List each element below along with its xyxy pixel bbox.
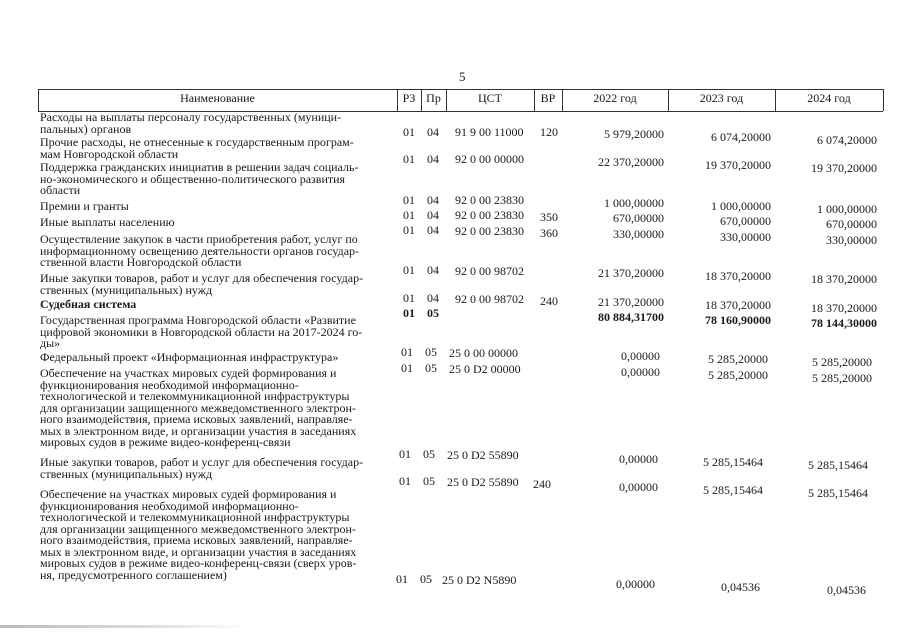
row-2024: 330,00000 <box>826 233 877 247</box>
row-name: Расходы на выплаты персоналу государственных (муници- пальных) органов <box>40 110 342 136</box>
row-vr: 360 <box>540 226 558 240</box>
row-cst: 25 0 00 00000 <box>449 346 518 360</box>
page-number: 5 <box>459 69 466 84</box>
row-cst: 92 0 00 23830 <box>455 224 524 238</box>
row-name: Иные закупки товаров, работ и услуг для обеспечения государ- ственных (муниципальных) нужд <box>40 271 364 297</box>
row-2023: 330,00000 <box>720 230 771 244</box>
row-cst: 92 0 00 23830 <box>455 208 524 222</box>
row-2024: 5 285,20000 <box>812 355 872 369</box>
row-rz: 01 <box>399 474 411 488</box>
row-rz: 01 <box>403 193 415 207</box>
row-2023: 78 160,90000 <box>705 313 771 327</box>
row-2024: 5 285,20000 <box>812 371 872 385</box>
scan-edge <box>0 625 250 628</box>
row-2022: 5 979,20000 <box>604 127 664 141</box>
row-2023: 18 370,20000 <box>705 269 771 283</box>
row-2024: 18 370,20000 <box>811 301 877 315</box>
row-rz: 01 <box>403 291 415 305</box>
row-vr: 240 <box>533 477 551 491</box>
row-2023: 19 370,20000 <box>705 158 771 172</box>
row-name: Иные закупки товаров, работ и услуг для обеспечения государ- ственных (муниципальных) нужд <box>40 455 364 481</box>
row-pr: 04 <box>427 223 439 237</box>
row-name: Поддержка гражданских инициатив в решении задач социаль- но-экономического и общественно-политического развития области <box>40 160 359 197</box>
row-2022: 0,00000 <box>621 349 660 363</box>
row-cst: 25 0 D2 N5890 <box>442 573 517 587</box>
row-name: Федеральный проект «Информационная инфраструктура» <box>40 350 339 364</box>
row-rz: 01 <box>403 208 415 222</box>
row-name: Прочие расходы, не отнесенные к государственным програм- мам Новгородской области <box>40 135 354 161</box>
header-pr: Пр <box>426 91 441 105</box>
row-cst: 25 0 D2 00000 <box>449 362 521 376</box>
row-2023: 670,00000 <box>720 214 771 228</box>
row-pr: 04 <box>427 208 439 222</box>
row-rz: 01 <box>403 263 415 277</box>
row-cst: 25 0 D2 55890 <box>447 475 519 489</box>
row-rz: 01 <box>401 345 413 359</box>
row-2022: 0,00000 <box>619 452 658 466</box>
header-rz: РЗ <box>402 91 416 105</box>
row-2022: 0,00000 <box>616 577 655 591</box>
row-rz: 01 <box>403 223 415 237</box>
header-2024: 2024 год <box>807 91 851 105</box>
row-cst: 92 0 00 98702 <box>455 264 524 278</box>
row-pr: 05 <box>425 345 437 359</box>
header-top-border <box>38 89 883 90</box>
header-2023: 2023 год <box>699 91 744 105</box>
row-pr: 04 <box>427 125 439 139</box>
row-pr: 04 <box>427 263 439 277</box>
row-2024: 6 074,20000 <box>817 133 877 147</box>
row-pr: 05 <box>420 572 432 586</box>
header-vr: ВР <box>540 91 556 105</box>
row-2023: 6 074,20000 <box>711 130 771 144</box>
row-rz: 01 <box>399 447 411 461</box>
row-2023: 5 285,15464 <box>703 483 763 497</box>
header-name: Наименование <box>180 91 255 105</box>
row-2022: 0,00000 <box>621 365 660 379</box>
row-pr: 04 <box>427 193 439 207</box>
row-2023: 5 285,20000 <box>708 368 768 382</box>
row-2023: 5 285,20000 <box>708 352 768 366</box>
row-pr: 05 <box>423 447 435 461</box>
row-name: Премии и гранты <box>40 199 129 213</box>
row-rz: 01 <box>396 572 408 586</box>
row-2023: 0,04536 <box>721 580 760 594</box>
row-name: Обеспечение на участках мировых судей формирования и функционирования необходимой информационно- технологической и телекоммуникационной инфраструктуры для организации защищенного межведомственного электрон- ного взаимодействия, приема исковых заявлений, направляе- мых в электронном виде, и организации участия в заседаниях мировых судов в режиме видео-конференц-связи (сверх уров- ня, предусмотренного соглашением) <box>40 487 357 582</box>
row-2024: 0,04536 <box>827 583 866 597</box>
row-name-section: Судебная система <box>40 297 137 311</box>
row-2024: 5 285,15464 <box>808 486 868 500</box>
row-rz: 01 <box>401 361 413 375</box>
row-rz: 01 <box>403 125 415 139</box>
row-cst: 92 0 00 00000 <box>455 152 524 166</box>
row-pr: 04 <box>427 291 439 305</box>
header-cst: ЦСТ <box>478 91 502 105</box>
row-2022: 80 884,31700 <box>598 310 664 324</box>
header-2022: 2022 год <box>593 91 637 105</box>
row-2022: 21 370,20000 <box>598 266 664 280</box>
row-2024: 670,00000 <box>826 217 877 231</box>
row-pr: 05 <box>423 474 435 488</box>
row-pr: 04 <box>427 152 439 166</box>
row-pr: 05 <box>427 306 439 320</box>
row-2023: 1 000,00000 <box>711 199 771 213</box>
row-vr: 120 <box>540 125 558 139</box>
row-vr: 240 <box>540 294 558 308</box>
row-cst: 91 9 00 11000 <box>455 125 524 139</box>
header-divider <box>883 89 884 111</box>
row-2022: 1 000,00000 <box>604 196 664 210</box>
row-2024: 1 000,00000 <box>817 202 877 216</box>
row-2022: 22 370,20000 <box>598 155 664 169</box>
row-2022: 0,00000 <box>619 480 658 494</box>
row-name: Обеспечение на участках мировых судей формирования и функционирования необходимой информационно- технологической и телекоммуникационной инфраструктуры для организации защищенного межведомственного электрон- ного взаимодействия, приема исковых заявлений, направляе- мых в электронном виде, и организации участия в заседаниях мировых судов в режиме видео-конференц-связи <box>40 366 357 449</box>
row-2024: 5 285,15464 <box>808 458 868 472</box>
row-cst: 25 0 D2 55890 <box>447 448 519 462</box>
row-2023: 18 370,20000 <box>705 298 771 312</box>
row-cst: 92 0 00 23830 <box>455 193 524 207</box>
row-2022: 670,00000 <box>613 211 664 225</box>
row-name: Иные выплаты населению <box>40 215 175 229</box>
row-2024: 18 370,20000 <box>811 272 877 286</box>
row-2024: 19 370,20000 <box>811 161 877 175</box>
row-pr: 05 <box>425 361 437 375</box>
row-rz: 01 <box>403 306 415 320</box>
row-2024: 78 144,30000 <box>811 316 877 330</box>
row-2022: 330,00000 <box>613 227 664 241</box>
row-2022: 21 370,20000 <box>598 295 664 309</box>
row-2023: 5 285,15464 <box>703 455 763 469</box>
row-name: Осуществление закупок в части приобретения работ, услуг по информационному освещению деятельности органов государ- ственной власти Новгородской области <box>40 232 360 269</box>
row-rz: 01 <box>403 152 415 166</box>
row-vr: 350 <box>540 210 558 224</box>
row-name: Государственная программа Новгородской области «Развитие цифровой экономики в Новгородской области на 2017-2024 го- ды» <box>40 313 363 350</box>
row-cst: 92 0 00 98702 <box>455 292 524 306</box>
